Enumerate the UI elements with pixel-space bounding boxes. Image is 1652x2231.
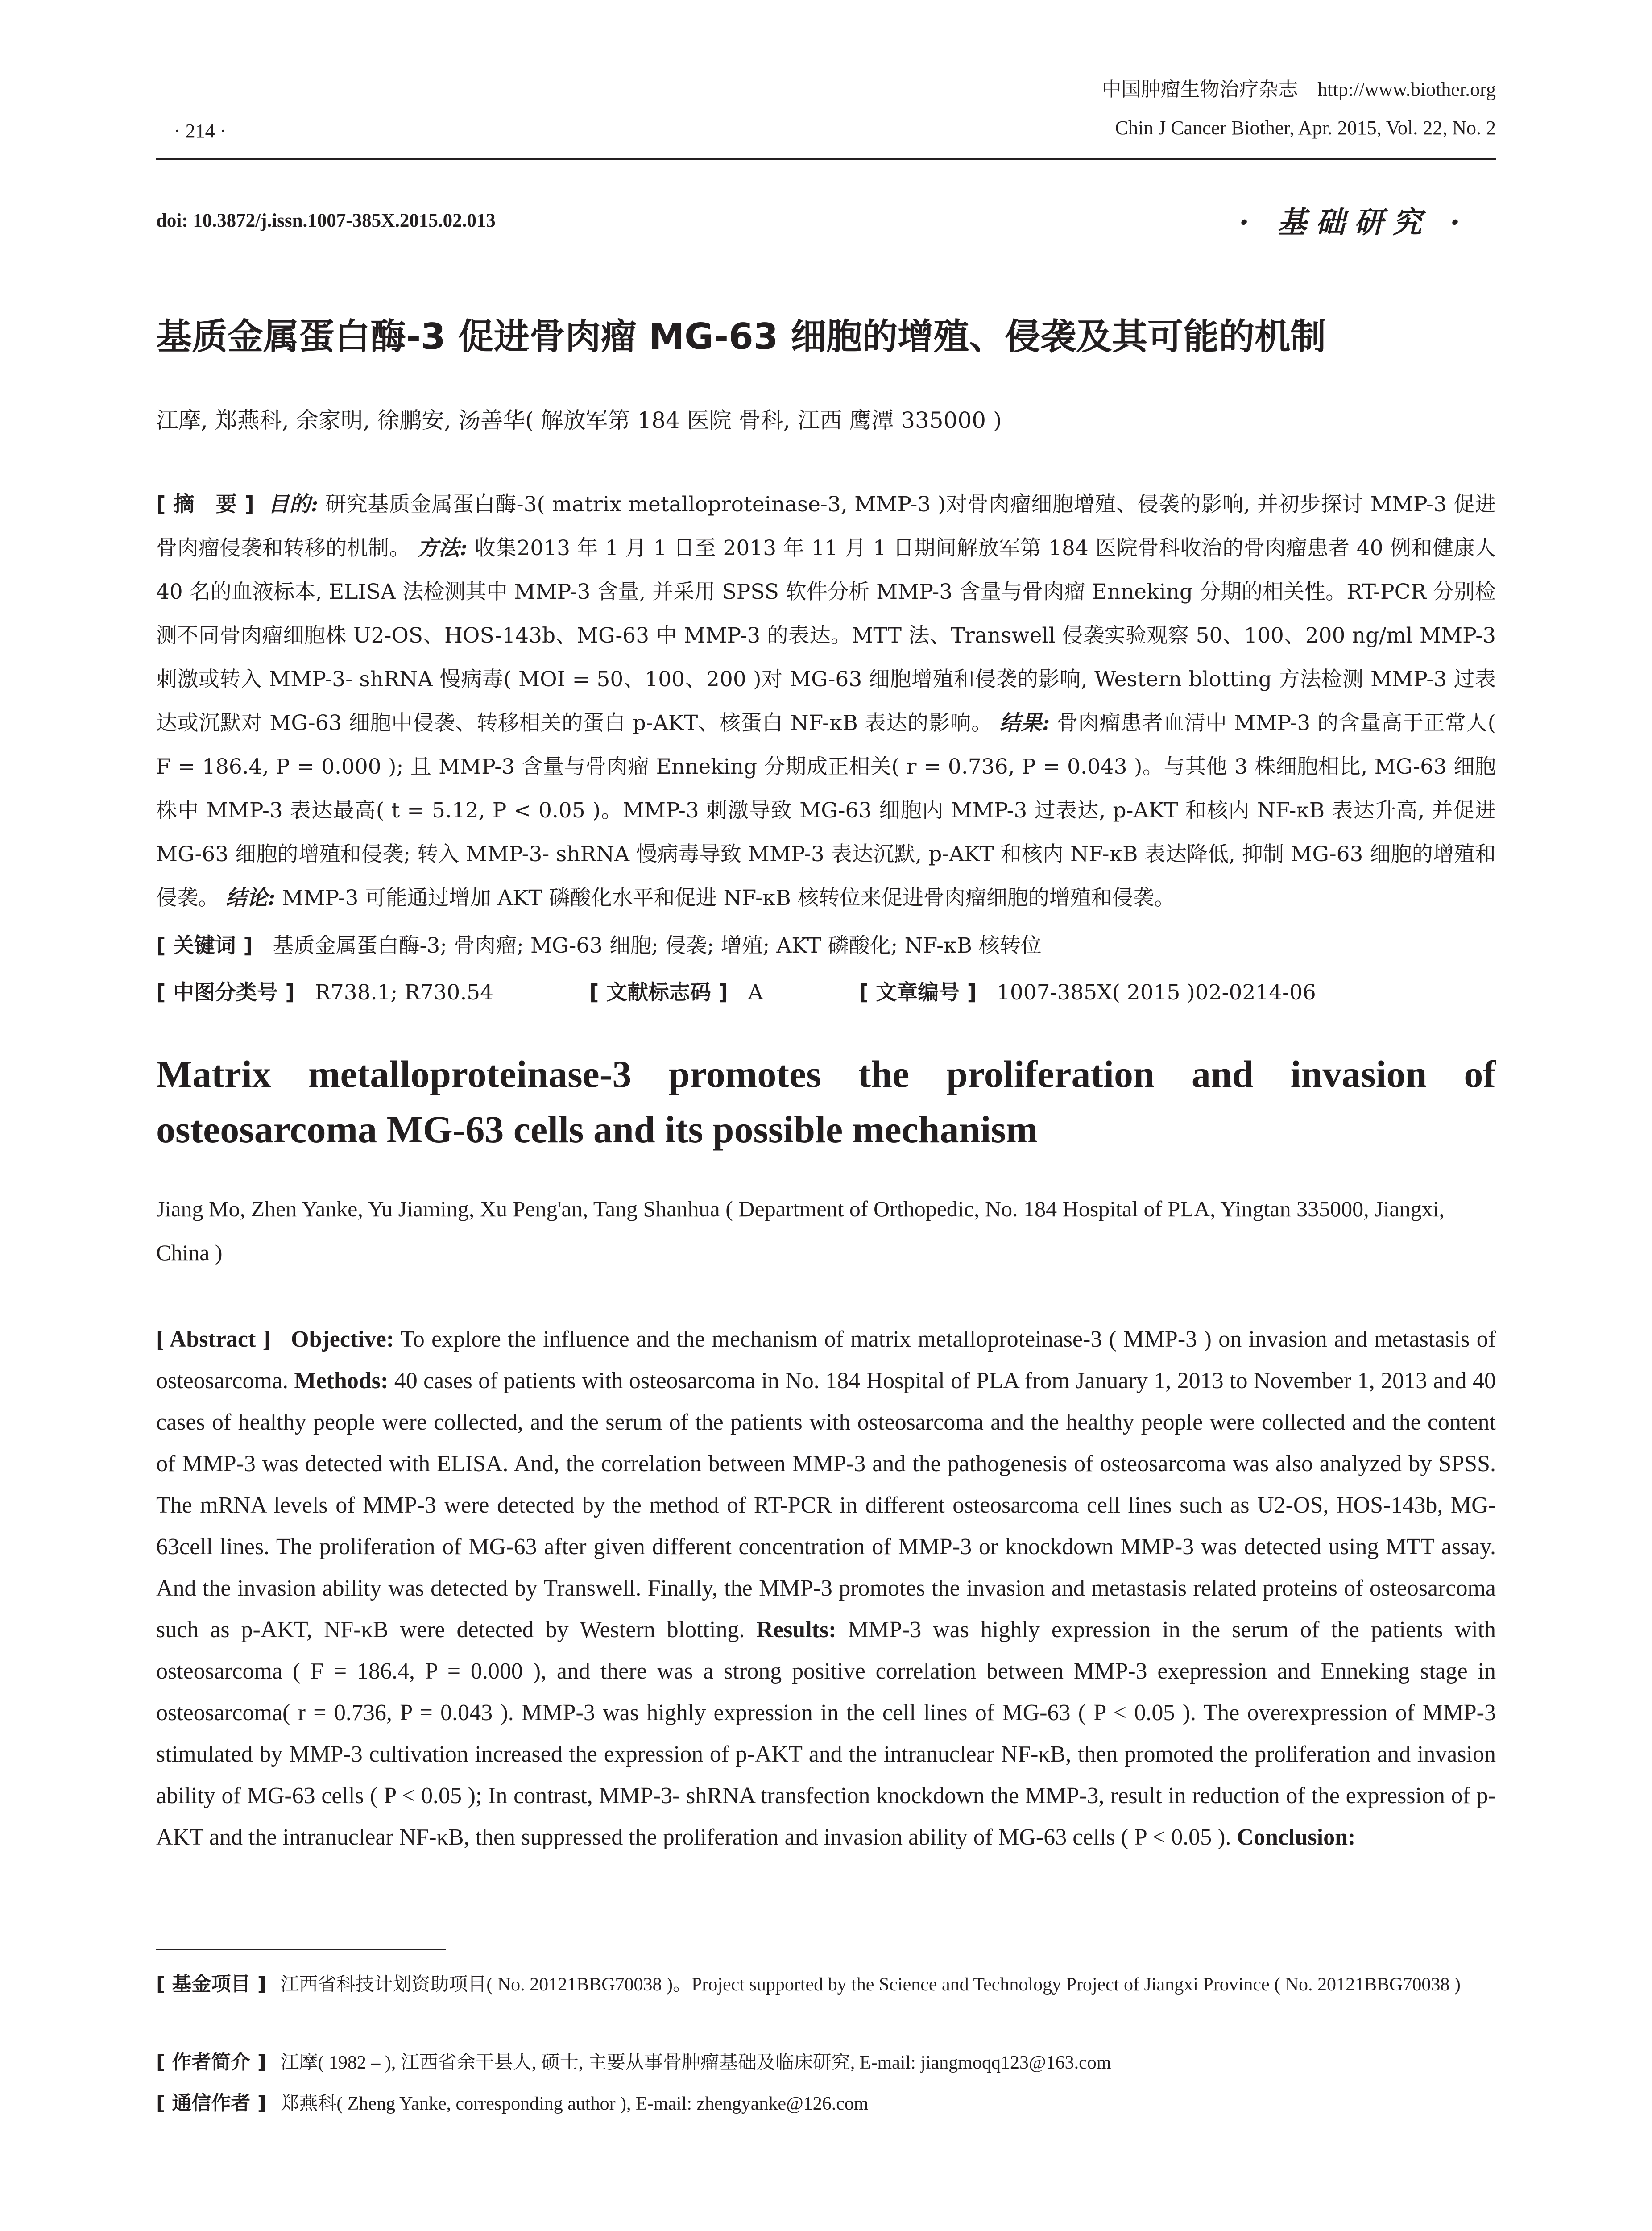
abstract-cn-tag: [ 摘 要 ] (156, 492, 254, 517)
methods-label-en: Methods: (294, 1368, 389, 1393)
objective-en: To explore the influence and the mechanism of matrix metalloproteinase-3 ( MMP-3 ) on invasion and metastasis of osteosarcoma. (156, 1327, 1496, 1393)
abstract-en (156, 1319, 1496, 1858)
objective-label-cn: 目的: (268, 492, 319, 517)
keywords-tag: [ 关键词 ] (156, 933, 253, 958)
objective-cn: 研究基质金属蛋白酶-3( matrix metalloproteinase-3, MMP-3 )对骨肉瘤细胞增殖、侵袭的影响, 并初步探讨 MMP-3 促进骨肉瘤侵袭和转移的机制。 (156, 492, 1496, 560)
title-cn: 基质金属蛋白酶-3 促进骨肉瘤 MG-63 细胞的增殖、侵袭及其可能的机制 (156, 316, 1326, 357)
footnote-author (156, 2044, 1496, 2082)
fund-text: 江西省科技计划资助项目( No. 20121BBG70038 )。Project supported by the Science and Technology Project of Jiangxi Province ( No. 20121BBG70038 ) (280, 1974, 1461, 1995)
results-label-cn: 结果: (999, 711, 1050, 735)
section-tag: · 基础研究 · (1239, 205, 1469, 240)
page-number: · 214 · (174, 120, 227, 142)
methods-cn: 收集2013 年 1 月 1 日至 2013 年 11 月 1 日期间解放军第 184 医院骨科收治的骨肉瘤患者 40 例和健康人 40 名的血液标本, ELISA 法检测其中 MMP-3 含量, 并采用 SPSS 软件分析 MMP-3 含量与骨肉瘤 Enneking 分期的相关性。RT-PCR 分别检测不同骨肉瘤细胞株 U2-OS、HOS-143b、MG-63 中 MMP-3 的表达。MTT 法、Transwell 侵袭实验观察 50、100、200 ng/ml MMP-3 刺激或转入 MMP-3- shRNA 慢病毒( MOI = 50、100、200 )对 MG-63 细胞增殖和侵袭的影响, Western blotting 方法检测 MMP-3 过表达或沉默对 MG-63 细胞中侵袭、转移相关的蛋白 p-AKT、核蛋白 NF-κB 表达的影响。 (156, 536, 1496, 735)
corr-text: 郑燕科( Zheng Yanke, corresponding author ), E-mail: zhengyanke@126.com (280, 2094, 869, 2114)
conclusion-label-en: Conclusion: (1237, 1825, 1356, 1850)
results-cn: 骨肉瘤患者血清中 MMP-3 的含量高于正常人( F = 186.4, P = 0.000 ); 且 MMP-3 含量与骨肉瘤 Enneking 分期成正相关( r = 0.736, P = 0.043 )。与其他 3 株细胞相比, MG-63 细胞株中 MMP-3 表达最高( t = 5.12, P < 0.05 )。MMP-3 刺激导致 MG-63 细胞内 MMP-3 过表达, p-AKT 和核内 NF-κB 表达升高, 并促进 MG-63 细胞的增殖和侵袭; 转入 MMP-3- shRNA 慢病毒导致 MMP-3 表达沉默, p-AKT 和核内 NF-κB 表达降低, 抑制 MG-63 细胞的增殖和侵袭。 (156, 711, 1496, 910)
doi[interactable]: doi: 10.3872/j.issn.1007-385X.2015.02.013 (156, 210, 496, 231)
authors-en: Jiang Mo, Zhen Yanke, Yu Jiaming, Xu Peng'an, Tang Shanhua ( Department of Orthopedic, No. 184 Hospital of PLA, Yingtan 335000, Jiangxi, China ) (156, 1196, 1445, 1265)
title-en: Matrix metalloproteinase-3 promotes the proliferation and invasion of osteosarcoma MG-63 cells and its possible mechanism (156, 1053, 1496, 1151)
footnote-fund (156, 1966, 1496, 2003)
author-text: 江摩( 1982 – ), 江西省余干县人, 硕士, 主要从事骨肿瘤基础及临床研究, E-mail: jiangmoqq123@163.com (280, 2053, 1111, 2073)
authors-cn: 江摩, 郑燕科, 余家明, 徐鹏安, 汤善华( 解放军第 184 医院 骨科, 江西 鹰潭 335000 ) (156, 407, 1002, 433)
clc-tag: [ 中图分类号 ] (156, 980, 295, 1005)
methods-en: 40 cases of patients with osteosarcoma in No. 184 Hospital of PLA from January 1, 2013 to November 1, 2013 and 40 cases of healthy people were collected, and the serum of the patients with osteosarcoma and the healthy people were collected and the content of MMP-3 was detected with ELISA. And, the correlation between MMP-3 and the pathogenesis of osteosarcoma was also analyzed by SPSS. The mRNA levels of MMP-3 were detected by the method of RT-PCR in different osteosarcoma cell lines such as U2-OS, HOS-143b, MG-63cell lines. The proliferation of MG-63 after given different concentration of MMP-3 or knockdown MMP-3 was detected using MTT assay. And the invasion ability was detected by Transwell. Finally, the MMP-3 promotes the invasion and metastasis related proteins of osteosarcoma such as p-AKT, NF-κB were detected by Western blotting. (156, 1368, 1496, 1642)
journal-header (1101, 70, 1496, 147)
abstract-en-tag: [ Abstract ] (156, 1327, 271, 1352)
header-rule (156, 158, 1496, 160)
conclusion-cn: MMP-3 可能通过增加 AKT 磷酸化水平和促进 NF-κB 核转位来促进骨肉瘤细胞的增殖和侵袭。 (282, 886, 1175, 910)
article-no-value: 1007-385X( 2015 )02-0214-06 (996, 980, 1316, 1005)
results-label-en: Results: (756, 1617, 836, 1642)
doc-code-tag: [ 文献标志码 ] (589, 980, 728, 1005)
footnote-corresponding (156, 2085, 1496, 2123)
keywords-text: 基质金属蛋白酶-3; 骨肉瘤; MG-63 细胞; 侵袭; 增殖; AKT 磷酸化; NF-κB 核转位 (273, 933, 1042, 958)
objective-label-en: Objective: (291, 1327, 394, 1352)
clc-value: R738.1; R730.54 (315, 980, 494, 1005)
corr-tag: [ 通信作者 ] (156, 2092, 266, 2115)
fund-tag: [ 基金项目 ] (156, 1973, 266, 1995)
classification-line (156, 976, 1496, 1006)
keywords (156, 929, 1042, 959)
footnote-rule (156, 1949, 446, 1950)
journal-url[interactable]: http://www.biother.org (1317, 79, 1496, 100)
article-no-tag: [ 文章编号 ] (859, 980, 977, 1005)
methods-label-cn: 方法: (417, 536, 468, 560)
abstract-cn (156, 483, 1496, 920)
doc-code-value: A (748, 980, 763, 1005)
results-en: MMP-3 was highly expression in the serum of the patients with osteosarcoma ( F = 186.4, P = 0.000 ), and there was a strong positive correlation between MMP-3 exepression and Enneking stage in osteosarcoma( r = 0.736, P = 0.043 ). MMP-3 was highly expression in the cell lines of MG-63 ( P < 0.05 ). The overexpression of MMP-3 stimulated by MMP-3 cultivation increased the expression of p-AKT and the intranuclear NF-κB, then promoted the proliferation and invasion ability of MG-63 cells ( P < 0.05 ); In contrast, MMP-3- shRNA transfection knockdown the MMP-3, result in reduction of the expression of p-AKT and the intranuclear NF-κB, then suppressed the proliferation and invasion ability of MG-63 cells ( P < 0.05 ). (156, 1617, 1496, 1850)
journal-name-cn: 中国肿瘤生物治疗杂志 (1101, 79, 1298, 100)
journal-citation-line: Chin J Cancer Biother, Apr. 2015, Vol. 22, No. 2 (1115, 117, 1496, 139)
conclusion-label-cn: 结论: (225, 886, 276, 910)
author-tag: [ 作者简介 ] (156, 2051, 266, 2073)
